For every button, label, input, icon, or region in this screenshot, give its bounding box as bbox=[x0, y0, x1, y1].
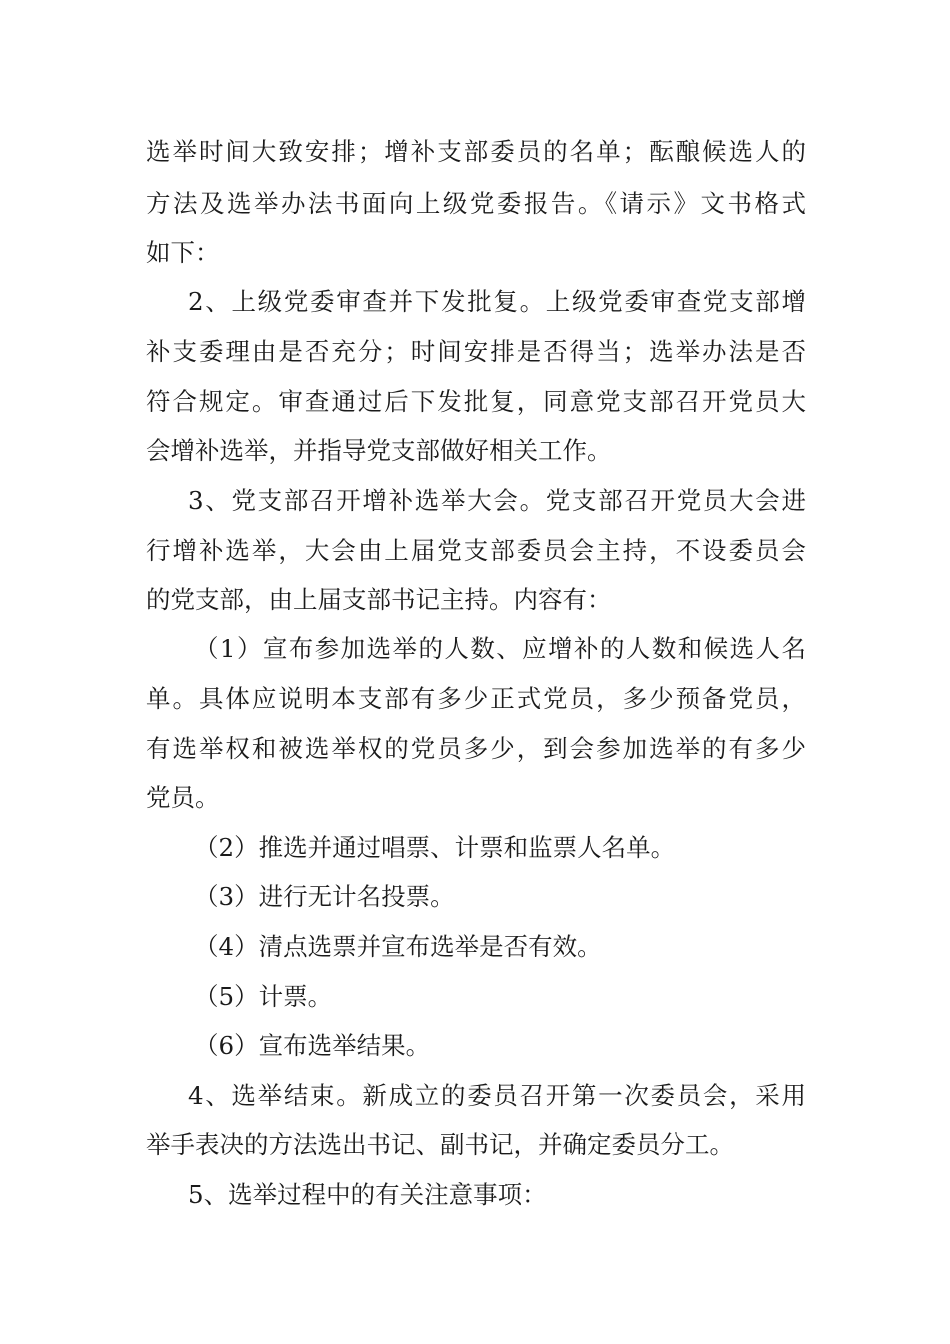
paragraph-line: 方法及选举办法书面向上级党委报告。《请示》文书格式 bbox=[146, 189, 806, 218]
paragraph-line: 符合规定。审查通过后下发批复，同意党支部召开党员大 bbox=[146, 387, 806, 416]
paragraph-line: 的党支部，由上届支部书记主持。内容有： bbox=[146, 585, 612, 614]
list-item: （6）宣布选举结果。 bbox=[194, 1031, 431, 1060]
paragraph-line: 5、选举过程中的有关注意事项： bbox=[188, 1180, 547, 1209]
paragraph-line: 有选举权和被选举权的党员多少，到会参加选举的有多少 bbox=[146, 734, 806, 763]
list-item: （4）清点选票并宣布选举是否有效。 bbox=[194, 932, 602, 961]
paragraph-line: 补支委理由是否充分；时间安排是否得当；选举办法是否 bbox=[146, 337, 806, 366]
paragraph-line: 选举时间大致安排；增补支部委员的名单；酝酿候选人的 bbox=[146, 137, 806, 166]
list-item: （2）推选并通过唱票、计票和监票人名单。 bbox=[194, 833, 676, 862]
paragraph-line: （1）宣布参加选举的人数、应增补的人数和候选人名 bbox=[194, 634, 806, 663]
list-item: （3）进行无计名投票。 bbox=[194, 882, 455, 911]
paragraph-line: 4、选举结束。新成立的委员召开第一次委员会，采用 bbox=[188, 1081, 806, 1110]
paragraph-line: 行增补选举，大会由上届党支部委员会主持，不设委员会 bbox=[146, 536, 806, 565]
paragraph-line: 如下： bbox=[146, 238, 220, 267]
paragraph-line: 单。具体应说明本支部有多少正式党员，多少预备党员， bbox=[146, 684, 806, 713]
paragraph-line: 2、上级党委审查并下发批复。上级党委审查党支部增 bbox=[188, 287, 806, 316]
list-item: （5）计票。 bbox=[194, 982, 333, 1011]
paragraph-line: 会增补选举，并指导党支部做好相关工作。 bbox=[146, 436, 612, 465]
paragraph-line: 举手表决的方法选出书记、副书记，并确定委员分工。 bbox=[146, 1130, 734, 1159]
paragraph-line: 党员。 bbox=[146, 783, 220, 812]
paragraph-line: 3、党支部召开增补选举大会。党支部召开党员大会进 bbox=[188, 486, 806, 515]
